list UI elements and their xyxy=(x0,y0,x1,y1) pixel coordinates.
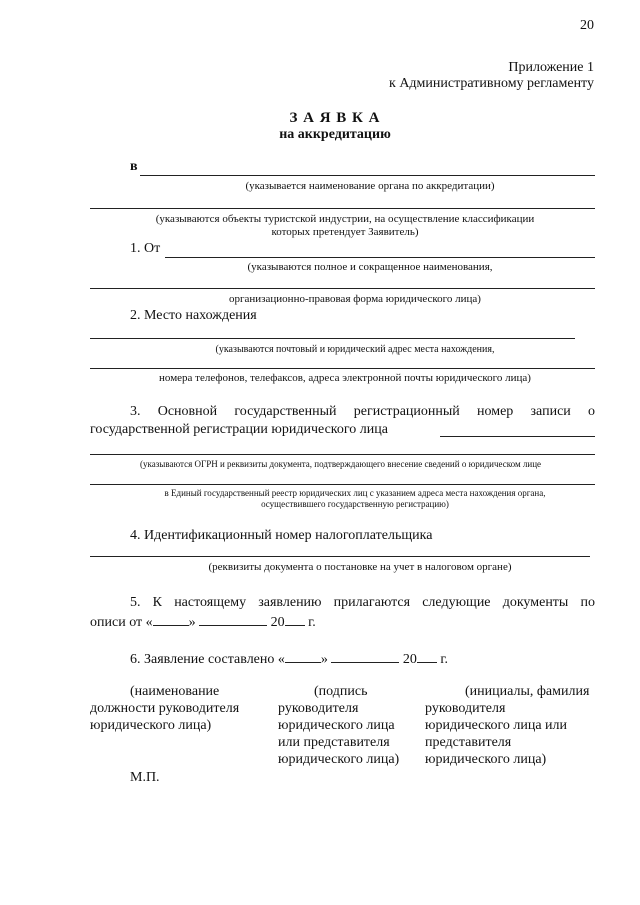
objects-hint-1: (указываются объекты туристской индустрии, на осуществление классификации xyxy=(155,213,535,225)
position-line-1: (наименование xyxy=(130,684,220,699)
item6-date-open: 6. Заявление составлено « xyxy=(130,652,285,667)
item3-hint-2: в Единый государственный реестр юридических лиц с указанием адреса места нахождения органа, xyxy=(164,488,546,498)
document-title: З А Я В К А xyxy=(289,110,381,126)
signature-col-name xyxy=(425,683,589,768)
item3-field-line xyxy=(440,436,595,437)
item6-day-field xyxy=(285,649,321,663)
signature-col-signature xyxy=(278,683,399,768)
item3-hint-3: осуществившего государственную регистрацию) xyxy=(261,499,449,509)
item5-year-prefix: 20 xyxy=(270,615,285,630)
to-hint: (указывается наименование органа по аккредитации) xyxy=(245,180,495,192)
item1-field-line xyxy=(165,257,595,258)
item6-year-field xyxy=(417,649,437,663)
item4-label: 4. Идентификационный номер налогоплательщика xyxy=(130,528,433,543)
stamp-place: М.П. xyxy=(130,770,160,785)
page-number: 20 xyxy=(580,18,594,33)
appendix-line-2: к Административному регламенту xyxy=(389,76,594,91)
name-line-1: (инициалы, фамилия xyxy=(465,684,590,699)
item1-label: 1. От xyxy=(130,241,161,256)
position-line-2: должности руководителя xyxy=(90,701,240,716)
item5-year-field xyxy=(285,612,305,626)
item3-field-line-2 xyxy=(90,454,595,455)
item2-hint-1: (указываются почтовый и юридический адрес места нахождения, xyxy=(215,344,495,355)
to-label: в xyxy=(130,159,138,174)
name-line-3: юридического лица или xyxy=(425,718,568,733)
item3-hint-1: (указываются ОГРН и реквизиты документа, подтверждающего внесение сведений о юридическом лице xyxy=(140,459,542,469)
name-line-5: юридического лица) xyxy=(425,752,547,767)
item5-month-field xyxy=(199,612,267,626)
signature-line-3: юридического лица xyxy=(278,718,395,733)
item2-hint-2: номера телефонов, телефаксов, адреса электронной почты юридического лица) xyxy=(159,372,531,384)
item5-line-1: 5. К настоящему заявлению прилагаются следующие документы по xyxy=(130,595,595,610)
signature-col-position xyxy=(90,683,240,734)
item1-field-line-2 xyxy=(90,288,595,289)
item4-field-line xyxy=(90,556,590,557)
signature-line-2: руководителя xyxy=(278,701,359,716)
item4-hint: (реквизиты документа о постановке на учет в налоговом органе) xyxy=(208,561,512,573)
item3-line-2: государственной регистрации юридического лица xyxy=(90,422,388,437)
item5-date-close: » xyxy=(188,615,196,630)
position-line-3: юридического лица) xyxy=(90,718,212,733)
item6-line xyxy=(130,649,448,668)
to-field-line xyxy=(140,175,595,176)
objects-hint-2: которых претендует Заявитель) xyxy=(271,226,419,238)
item1-hint-2: организационно-правовая форма юридического лица) xyxy=(229,293,481,305)
item5-year-suffix: г. xyxy=(308,615,316,630)
name-line-4: представителя xyxy=(425,735,512,750)
item3-field-line-3 xyxy=(90,484,595,485)
item6-year-suffix: г. xyxy=(440,652,449,667)
item2-label: 2. Место нахождения xyxy=(130,308,257,323)
signature-line-5: юридического лица) xyxy=(278,752,400,767)
item2-field-line-2 xyxy=(90,368,595,369)
document-subtitle: на аккредитацию xyxy=(279,127,391,142)
item6-year-prefix: 20 xyxy=(402,652,417,667)
item5-line-2 xyxy=(90,612,316,631)
item3-line-1: 3. Основной государственный регистрационный номер записи о xyxy=(130,404,595,419)
appendix-line-1: Приложение 1 xyxy=(508,60,594,75)
item2-field-line xyxy=(90,338,575,339)
item5-day-field xyxy=(153,612,189,626)
item6-month-field xyxy=(331,649,399,663)
objects-field-line xyxy=(90,208,595,209)
item1-hint-1: (указываются полное и сокращенное наименования, xyxy=(247,261,493,273)
item5-date-open: описи от « xyxy=(90,615,153,630)
signature-line-4: или представителя xyxy=(278,735,390,750)
name-line-2: руководителя xyxy=(425,701,506,716)
item6-date-close: » xyxy=(320,652,328,667)
signature-line-1: (подпись xyxy=(314,684,368,699)
